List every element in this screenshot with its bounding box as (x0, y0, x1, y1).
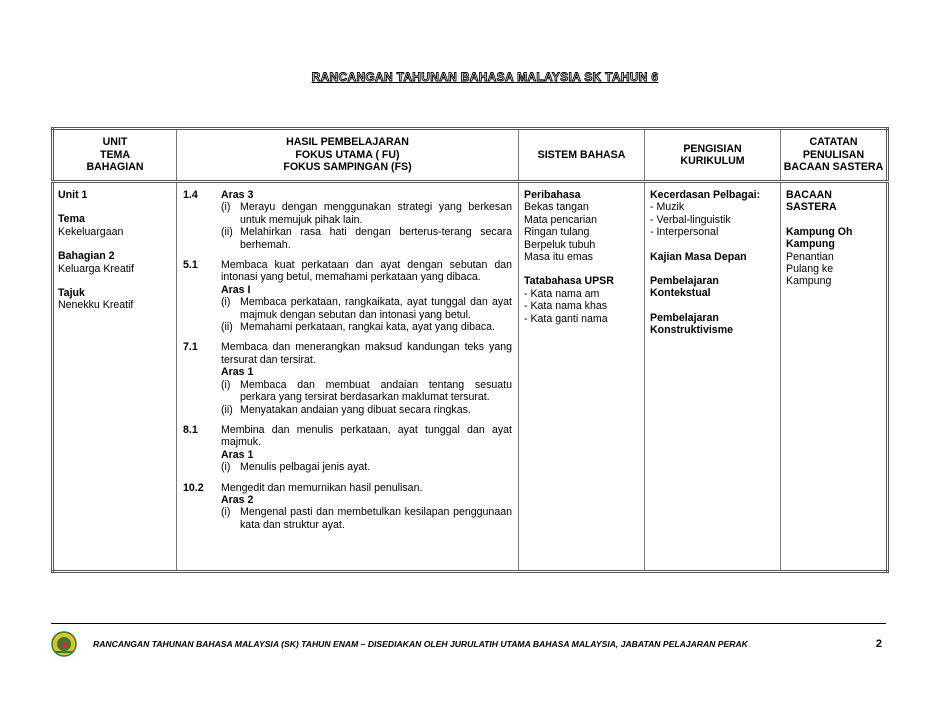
outcome-10-2 (183, 482, 512, 532)
page-footer (51, 630, 886, 658)
tatabahasa-item: - Kata ganti nama (524, 312, 608, 325)
bahagian-value: Keluarga Kreatif (58, 262, 134, 275)
peribahasa-item: Ringan tulang (524, 226, 590, 239)
bacaan-label-1: BACAAN (786, 189, 832, 201)
sastera-item: Pulang ke Kampung (786, 263, 834, 288)
tema-value: Kekeluargaan (58, 225, 124, 238)
catatan-cell (781, 182, 888, 572)
pengisian-cell (645, 182, 781, 572)
header-sistem: SISTEM BAHASA (519, 129, 645, 182)
aras-label: Aras 1 (221, 366, 254, 379)
hasil-cell (177, 182, 519, 572)
aras-label: Aras I (221, 283, 251, 296)
header-catatan: CATATAN PENULISAN BACAAN SASTERA (781, 129, 888, 182)
kajian-label: Kajian Masa Depan (650, 250, 747, 263)
outcome-code: 10.2 (183, 481, 204, 494)
outcome-7-1 (183, 341, 512, 415)
outcome-intro: Mengedit dan memurnikan hasil penulisan. (221, 481, 423, 494)
outcome-intro: Membaca dan menerangkan maksud kandungan teks yang tersurat dan tersirat. (221, 341, 512, 366)
sastera-item: Penantian (786, 250, 834, 263)
kecerdasan-item: - Muzik (650, 201, 685, 214)
outcome-code: 5.1 (183, 259, 198, 272)
footer-divider (51, 623, 886, 624)
aras-label: Aras 3 (221, 189, 254, 201)
unit-cell (53, 182, 177, 572)
outcome-8-1 (183, 424, 512, 474)
peribahasa-item: Mata pencarian (524, 213, 598, 226)
tatabahasa-item: - Kata nama am (524, 287, 600, 300)
sastera-title-2: Kampung (786, 238, 835, 251)
header-row (53, 129, 888, 182)
kecerdasan-item: - Interpersonal (650, 226, 719, 239)
header-unit: UNIT TEMA BAHAGIAN (53, 129, 177, 182)
document-title: RANCANGAN TAHUNAN BAHASA MALAYSIA SK TAHUN 6 (311, 70, 659, 84)
header-pengisian: PENGISIAN KURIKULUM (645, 129, 781, 182)
plan-table (51, 127, 889, 573)
tatabahasa-label: Tatabahasa UPSR (524, 275, 614, 288)
tajuk-label: Tajuk (58, 287, 85, 300)
kontekstual-label-2: Kontekstual (650, 287, 711, 300)
outcome-item: (i) Menulis pelbagai jenis ayat. (221, 461, 371, 474)
konstruktivisme-label-1: Pembelajaran (650, 311, 719, 324)
bacaan-label-2: SASTERA (786, 201, 837, 214)
content-row (53, 182, 888, 572)
peribahasa-item: Berpeluk tubuh (524, 238, 596, 251)
aras-label: Aras 1 (221, 448, 254, 461)
outcome-item: (ii) Memahami perkataan, rangkai kata, ayat yang dibaca. (221, 321, 495, 334)
outcome-1-4 (183, 189, 512, 251)
outcome-5-1 (183, 259, 512, 333)
kecerdasan-item: - Verbal-linguistik (650, 213, 731, 226)
outcome-intro: Membina dan menulis perkataan, ayat tunggal dan ayat majmuk. (221, 423, 512, 449)
header-hasil: HASIL PEMBELAJARAN FOKUS UTAMA ( FU) FOKUS SAMPINGAN (FS) (177, 129, 519, 182)
outcome-item: (ii) Melahirkan rasa hati dengan berterus-terang secara berhemah. (221, 226, 512, 251)
unit-label: Unit 1 (58, 189, 88, 201)
tema-label: Tema (58, 213, 85, 226)
outcome-item: (i) Merayu dengan menggunakan strategi yang berkesan untuk memujuk pihak lain. (221, 201, 512, 226)
outcome-item: (i) Membaca dan membuat andaian tentang sesuatu perkara yang tersirat berdasarkan maklumat tersurat. (221, 378, 512, 404)
outcome-code: 7.1 (183, 341, 198, 354)
outcome-code: 1.4 (183, 189, 198, 201)
outcome-item: (i) Mengenal pasti dan membetulkan kesilapan penggunaan kata dan struktur ayat. (221, 506, 512, 531)
tatabahasa-item: - Kata nama khas (524, 300, 608, 313)
bahagian-label: Bahagian 2 (58, 250, 115, 263)
footer-text: RANCANGAN TAHUNAN BAHASA MALAYSIA (SK) TAHUN ENAM – DISEDIAKAN OLEH JURULATIH UTAMA BAHASA MALAYSIA, JABATAN PELAJARAN PERAK (93, 639, 748, 649)
outcome-code: 8.1 (183, 423, 198, 436)
peribahasa-label: Peribahasa (524, 189, 581, 201)
konstruktivisme-label-2: Konstruktivisme (650, 324, 734, 337)
peribahasa-item: Masa itu emas (524, 251, 593, 264)
outcome-intro: Membaca kuat perkataan dan ayat dengan sebutan dan intonasi yang betul, memahami perkataan yang dibaca. (221, 259, 512, 284)
peribahasa-item: Bekas tangan (524, 201, 589, 214)
page-number: 2 (875, 638, 882, 650)
kontekstual-label-1: Pembelajaran (650, 275, 719, 288)
crest-logo-icon (51, 631, 77, 657)
tajuk-value: Nenekku Kreatif (58, 299, 134, 312)
aras-label: Aras 2 (221, 493, 254, 506)
outcome-item: (i) Membaca perkataan, rangkaikata, ayat tunggal dan ayat majmuk dengan sebutan dan intonasi yang betul. (221, 296, 512, 321)
kecerdasan-label: Kecerdasan Pelbagai: (650, 189, 761, 201)
sistem-cell (519, 182, 645, 572)
outcome-item: (ii) Menyatakan andaian yang dibuat secara ringkas. (221, 403, 471, 416)
sastera-title-1: Kampung Oh (786, 225, 853, 238)
